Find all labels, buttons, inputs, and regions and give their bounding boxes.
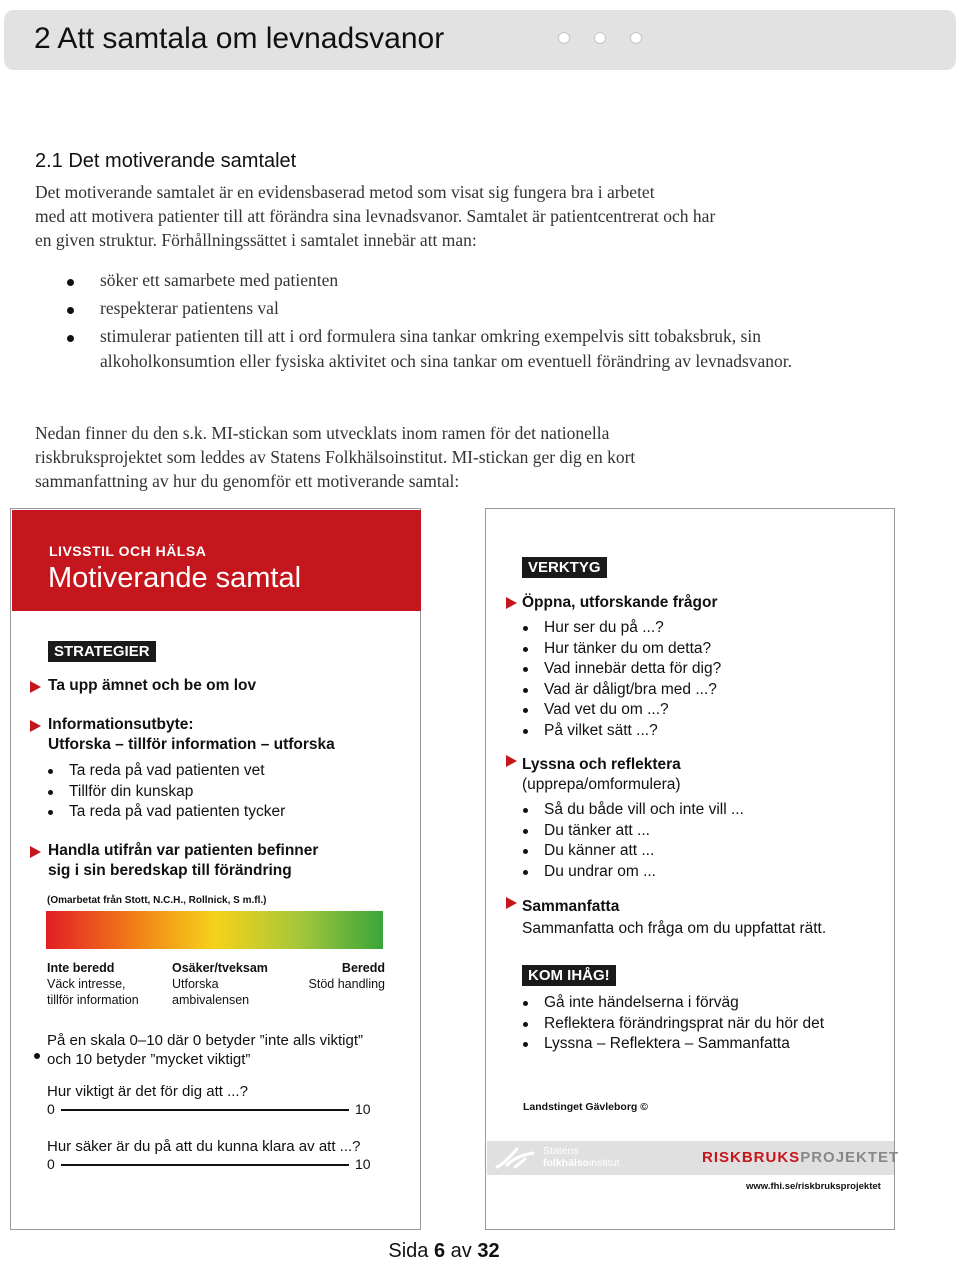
arrow-icon [506,897,517,909]
tool-heading: Lyssna och reflektera [522,756,681,773]
list-item-text: Du känner att ... [544,842,655,859]
list-item-text: På vilket sätt ...? [544,721,658,739]
bullet-icon [67,279,74,286]
list-item [522,618,882,639]
bullet-icon [523,870,528,875]
fhi-line: Statens [543,1145,579,1157]
list-item [522,1034,887,1055]
list-item [522,1014,887,1035]
chapter-title: 2 Att samtala om levnadsvanor [34,22,445,55]
list-item-text: Vad innebär detta för dig? [544,660,722,677]
card-header [12,510,421,611]
fhi-line-rest: institut [589,1157,620,1169]
list-item-text: Vad är dåligt/bra med ...? [544,680,717,698]
list-item [522,721,882,742]
logo-band [487,1141,900,1175]
scale-title: Beredd [341,961,385,975]
card-kicker: LIVSSTIL OCH HÄLSA [49,543,207,559]
outro-paragraph [35,421,635,493]
list-item-text: Ta reda på vad patienten tycker [69,803,286,820]
card-title: Motiverande samtal [48,562,302,594]
page-middle: av [445,1240,478,1262]
list-item-text: Hur tänker du om detta? [544,639,712,657]
mi-card-back [485,508,900,1230]
importance-scale-line [61,1109,349,1111]
strategy-heading-line: Handla utifrån var patienten befinner [48,842,319,859]
list-item [522,841,882,862]
decoration-dot [630,32,642,44]
bullet-icon [523,626,528,631]
question-list [522,618,882,741]
project-url: www.fhi.se/riskbruksprojektet [746,1181,881,1192]
arrow-icon [30,720,41,732]
scale-column-unsure [172,960,268,1008]
outro-line: sammanfattning av hur du genomför ett motiverande samtal: [35,471,460,491]
fhi-line-bold: folkhälso [543,1157,590,1169]
list-item [522,800,882,821]
bullet-icon [523,647,528,652]
decoration-dot [558,32,570,44]
scale-min: 0 [47,1156,55,1172]
page-number [0,1240,888,1263]
remember-list [522,993,887,1055]
scale-max: 10 [355,1156,371,1172]
scale-min: 0 [47,1101,55,1117]
bullet-icon [523,688,528,693]
list-item [522,700,882,721]
readiness-gradient [46,911,383,949]
page-total: 32 [477,1240,500,1262]
intro-line: med att motivera patienter till att förändra sina levnadsvanor. Samtalet är patientcentrerat och har [35,206,716,226]
fhi-logo-icon [495,1145,535,1171]
bullet-icon [523,1042,528,1047]
mi-card-front [10,508,421,1230]
outro-line: riskbruksprojektet som leddes av Statens Folkhälsoinstitut. MI-stickan ger dig en kort [35,447,636,467]
list-item-text: Ta reda på vad patienten vet [69,762,265,779]
list-item [522,659,882,680]
section-title: 2.1 Det motiverande samtalet [35,150,297,172]
attribution: (Omarbetat från Stott, N.C.H., Rollnick, S m.fl.) [47,895,267,906]
list-item [47,782,387,803]
intro-line: Det motiverande samtalet är en evidensbaserad metod som visat sig fungera bra i arbetet [35,182,655,202]
scale-title: Inte beredd [47,961,115,975]
rbp-grey: PROJEKTET [800,1149,900,1166]
bullet-icon [48,790,53,795]
scale-text: ambivalensen [172,993,250,1007]
strategy-sub-list [47,761,387,823]
intro-paragraph [35,180,715,252]
arrow-icon [30,846,41,858]
list-item [35,296,855,321]
bullet-icon [523,829,528,834]
list-item-text: Lyssna – Reflektera – Sammanfatta [544,1035,790,1052]
decoration-dot [594,32,606,44]
list-item-text: Gå inte händelserna i förväg [544,994,739,1011]
list-item [522,993,887,1014]
confidence-question: Hur säker är du på att du kunna klara av att ...? [47,1138,361,1155]
scale-text: tillför information [47,993,139,1007]
list-item-text: söker ett samarbete med patienten [100,270,339,290]
scale-intro-line: och 10 betyder ”mycket viktigt” [47,1051,251,1068]
strategy-heading: Ta upp ämnet och be om lov [48,677,257,694]
list-item [47,802,387,823]
confidence-scale-line [61,1164,349,1166]
bullet-icon [523,667,528,672]
list-item [47,761,387,782]
list-item-text: Så du både vill och inte vill ... [544,801,744,818]
tool-heading-text: Sammanfatta och fråga om du uppfattat rätt. [522,920,827,937]
scale-column-not-ready [47,960,139,1008]
strategy-heading-line: sig i sin beredskap till förändring [48,862,292,879]
scale-text: Utforska [172,977,219,991]
bullet-icon [523,808,528,813]
list-item-text: Reflektera förändringsprat när du hör det [544,1014,825,1032]
strategier-label: STRATEGIER [48,641,156,662]
tool-heading-sub: (upprepa/omformulera) [522,776,681,793]
verktyg-label: VERKTYG [522,557,607,578]
intro-line: en given struktur. Förhållningssättet i samtalet innebär att man: [35,230,477,250]
landsting-credit: Landstinget Gävleborg © [523,1101,649,1113]
scale-intro [47,1031,363,1069]
bullet-icon [48,810,53,815]
list-item [35,268,855,293]
arrow-icon [506,755,517,767]
bullet-icon [523,849,528,854]
scale-title: Osäker/tveksam [172,961,268,975]
list-item-text: Hur ser du på ...? [544,619,664,636]
list-item-text: Tillför din kunskap [69,782,194,800]
list-item [522,680,882,701]
list-item-text: stimulerar patienten till att i ord formulera sina tankar omkring exempelvis sitt tobaksbruk, sin alkoholkonsumtion eller fysiska aktivitet och sina tankar om eventuell förändring av levnadsvanor. [100,326,793,371]
outro-line: Nedan finner du den s.k. MI-stickan som utvecklats inom ramen för det nationella [35,423,610,443]
bullet-icon [67,335,74,342]
scale-text: Väck intresse, [47,977,126,991]
page-prefix: Sida [388,1240,434,1262]
list-item [522,862,882,883]
scale-intro-line: På en skala 0–10 där 0 betyder ”inte alls viktigt” [47,1032,364,1049]
scale-max: 10 [355,1101,371,1117]
list-item-text: Du tänker att ... [544,821,650,839]
riskbruksprojektet-logo [702,1149,899,1166]
bullet-icon [48,769,53,774]
scale-column-ready [301,960,385,992]
bullet-icon [67,307,74,314]
list-item-text: respekterar patientens val [100,298,279,318]
scale-text: Stöd handling [308,977,385,991]
strategy-heading [48,841,318,881]
list-item [522,821,882,842]
bullet-icon [523,729,528,734]
page-current: 6 [433,1240,446,1262]
tool-heading: Sammanfatta [522,898,620,915]
list-item-text: Du undrar om ... [544,862,656,880]
bullet-icon [34,1053,40,1059]
strategy-heading-line: Utforska – tillför information – utforska [48,736,335,753]
list-item [522,639,882,660]
list-item-text: Vad vet du om ...? [544,701,669,718]
rbp-red: RISKBRUKS [702,1149,801,1166]
list-item [35,324,855,374]
bullet-icon [523,1001,528,1006]
kom-ihag-label: KOM IHÅG! [522,965,616,986]
reflect-list [522,800,882,882]
arrow-icon [506,597,517,609]
tool-heading: Öppna, utforskande frågor [522,594,718,611]
bullet-icon [523,1022,528,1027]
bullet-icon [523,708,528,713]
strategy-heading [48,715,335,755]
importance-question: Hur viktigt är det för dig att ...? [47,1083,248,1100]
strategy-heading-line: Informationsutbyte: [48,716,194,733]
arrow-icon [30,681,41,693]
fhi-wordmark [543,1145,619,1169]
approach-list [35,268,855,377]
